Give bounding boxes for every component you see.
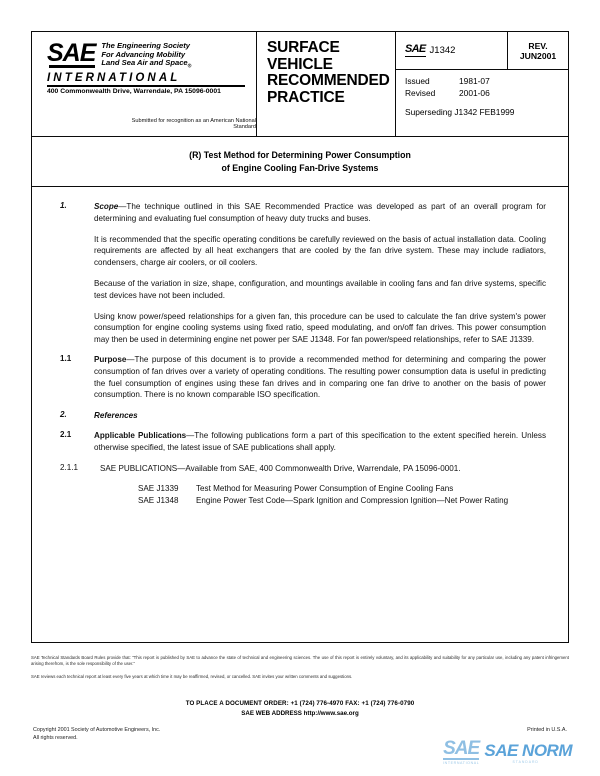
section-content — [94, 430, 546, 453]
disclaimer-paragraph-1: SAE Technical Standards Board Rules provide that: “This report is published by SAE to advance the state of technical and engineering sciences. The use of this report is entirely voluntary, and its applicability and suitability for any particular use, including any patent infringement arising therefrom, is the sole responsibility of the user.” — [31, 655, 569, 666]
copyright-line-2: All rights reserved. — [33, 734, 78, 741]
list-item — [138, 483, 546, 494]
issued-row — [405, 76, 568, 86]
header-logo-cell — [32, 32, 256, 136]
document-dates — [396, 70, 568, 98]
paragraph-text: The technique outlined in this SAE Recommended Practice was developed as part of an overall program for determining and evaluating fuel consumption of heavy duty trucks and buses. — [94, 202, 546, 223]
section-content — [94, 201, 546, 345]
footer-order-info — [31, 700, 569, 717]
watermark-logo-mark — [443, 738, 480, 766]
revision-value: JUN2001 — [519, 50, 557, 61]
revised-row — [405, 88, 568, 98]
revision-label: REV. — [528, 40, 548, 51]
section-number: 2.1 — [60, 430, 72, 440]
order-phone-line: TO PLACE A DOCUMENT ORDER: +1 (724) 776-4970 FAX: +1 (724) 776-0790 — [185, 700, 415, 707]
issued-label: Issued — [405, 76, 430, 86]
doctype-line-4: PRACTICE — [267, 88, 345, 106]
tagline-line-2: For Advancing Mobility — [101, 49, 186, 59]
paragraph — [94, 354, 546, 400]
document-number-cell — [396, 32, 508, 69]
sae-international-text: INTERNATIONAL — [47, 72, 181, 85]
copyright-line-1: Copyright 2001 Society of Automotive Engineers, Inc. — [33, 727, 161, 733]
document-type-title — [267, 40, 391, 106]
sae-logo — [47, 41, 247, 95]
revised-value: 2001-06 — [459, 88, 490, 98]
section-scope — [54, 201, 546, 345]
paragraph-text: The following publications form a part of this specification to the extent specified herein. Unless otherwise specified, the latest issue of SAE publications shall apply. — [94, 431, 547, 452]
sae-norm-watermark — [443, 738, 572, 766]
section-heading: Purpose — [94, 355, 127, 365]
section-references — [54, 410, 546, 422]
tagline-line-1: The Engineering Society — [101, 41, 191, 50]
paragraph — [94, 430, 546, 453]
paragraph: Because of the variation in size, shape, configuration, and mountings available in cooling fans and fan drive systems, specific test devices have not been included. — [94, 278, 546, 300]
section-content — [94, 410, 546, 422]
publication-id: SAE J1348 — [138, 495, 179, 505]
watermark-sae-text: SAE — [443, 738, 480, 759]
section-heading: Applicable Publications — [94, 431, 187, 441]
sae-logo-mark — [47, 39, 96, 69]
section-purpose — [54, 354, 546, 400]
sae-address: 400 Commonwealth Drive, Warrendale, PA 15096-0001 — [47, 88, 221, 96]
publication-title: Engine Power Test Code—Spark Ignition and Compression Ignition—Net Power Rating — [196, 495, 509, 505]
publication-id: SAE J1339 — [138, 484, 179, 494]
publications-heading-rest: —Available from SAE, 400 Commonwealth Drive, Warrendale, PA 15096-0001. — [177, 463, 461, 473]
list-item — [138, 495, 546, 506]
document-header — [32, 32, 568, 137]
copyright-notice — [33, 727, 160, 742]
paragraph-text: The purpose of this document is to provide a recommended method for determining and comparing the power consumption of fan drives over a variety of operating conditions. The resulting power consumption data is useful in predicting the fuel consumption of engines using these fan drives and in comparing one fan drive to another on the basis of power consumption. There is no known comparable ISO specification. — [94, 355, 546, 400]
doctype-line-1: SURFACE — [267, 39, 340, 56]
watermark-label-group — [479, 742, 572, 764]
disclaimer-paragraph-2: SAE reviews each technical report at least every five years at which time it may be reaffirmed, revised, or cancelled. SAE invites your written comments and suggestions. — [31, 674, 353, 679]
sae-mini-logo-bar — [405, 56, 426, 58]
header-meta-cell — [395, 32, 568, 136]
page-title-line-1: (R) Test Method for Determining Power Consumption — [189, 149, 411, 160]
footer-disclaimer — [31, 655, 569, 687]
section-content — [100, 463, 546, 506]
watermark-sublabel: STANDARD — [512, 760, 539, 765]
paragraph — [100, 463, 546, 475]
doctype-line-3: RECOMMENDED — [267, 72, 390, 89]
paragraph — [94, 410, 546, 422]
section-number: 2.1.1 — [60, 462, 79, 472]
document-title-band — [32, 137, 568, 187]
publication-title: Test Method for Measuring Power Consumption of Engine Cooling Fans — [196, 484, 454, 494]
heading-dash: — — [126, 355, 135, 365]
superseding-note: Superseding J1342 FEB1999 — [405, 107, 515, 117]
section-heading: Scope — [94, 202, 119, 211]
sae-tagline — [101, 41, 191, 71]
issued-value: 1981-07 — [459, 76, 490, 86]
section-sae-publications — [54, 463, 546, 506]
watermark-international-text: INTERNATIONAL — [443, 761, 480, 766]
paragraph — [94, 201, 546, 224]
sae-mini-logo-text: SAE — [405, 43, 426, 56]
registered-mark-icon: ® — [187, 63, 192, 70]
revised-label: Revised — [405, 88, 436, 98]
section-number: 1.1 — [60, 354, 72, 364]
watermark-label: SAE NORM — [484, 741, 572, 761]
sae-logo-text: SAE — [47, 39, 96, 67]
section-number: 1. — [60, 201, 67, 210]
publications-list — [100, 483, 546, 506]
page-title-line-2: of Engine Cooling Fan-Drive Systems — [221, 162, 379, 173]
document-body — [32, 187, 568, 642]
revision-cell — [508, 32, 568, 69]
logo-divider-rule — [47, 85, 245, 86]
web-address-line: SAE WEB ADDRESS http://www.sae.org — [241, 709, 359, 717]
header-docnumber-row — [396, 32, 568, 70]
submitted-note: Submitted for recognition as an American National Standard — [131, 118, 256, 130]
document-frame — [31, 31, 569, 643]
paragraph: It is recommended that the specific operating conditions be carefully reviewed on the basis of actual installation data. Cooling requirements are affected by all heat exchangers that are cooled by the fan drive system. These may include radiators, condensers, charge air coolers, or oil coolers. — [94, 234, 546, 267]
document-number: J1342 — [429, 45, 456, 56]
section-applicable-publications — [54, 430, 546, 453]
section-number: 2. — [60, 409, 67, 419]
heading-dash: — — [118, 202, 127, 211]
publications-heading: SAE PUBLICATIONS — [100, 463, 178, 473]
section-content — [94, 354, 546, 400]
paragraph: Using know power/speed relationships for a given fan, this procedure can be used to calculate the fan drive system's power consumption for engine cooling systems using fixed ratio, speed modulating, and on/off fan drives. This power consumption may then be used in determining engine net power per SAE J1348. For fan power/speed relationships, refer to SAE J1339. — [94, 311, 546, 344]
heading-dash: — — [186, 431, 195, 441]
tagline-line-3: Land Sea Air and Space$_®$ — [101, 58, 192, 70]
doctype-line-2: VEHICLE — [267, 55, 333, 73]
section-heading: References — [94, 410, 138, 420]
sae-mini-logo — [405, 43, 426, 58]
header-doctype-cell — [256, 32, 395, 136]
printed-in-note: Printed in U.S.A. — [527, 727, 567, 733]
